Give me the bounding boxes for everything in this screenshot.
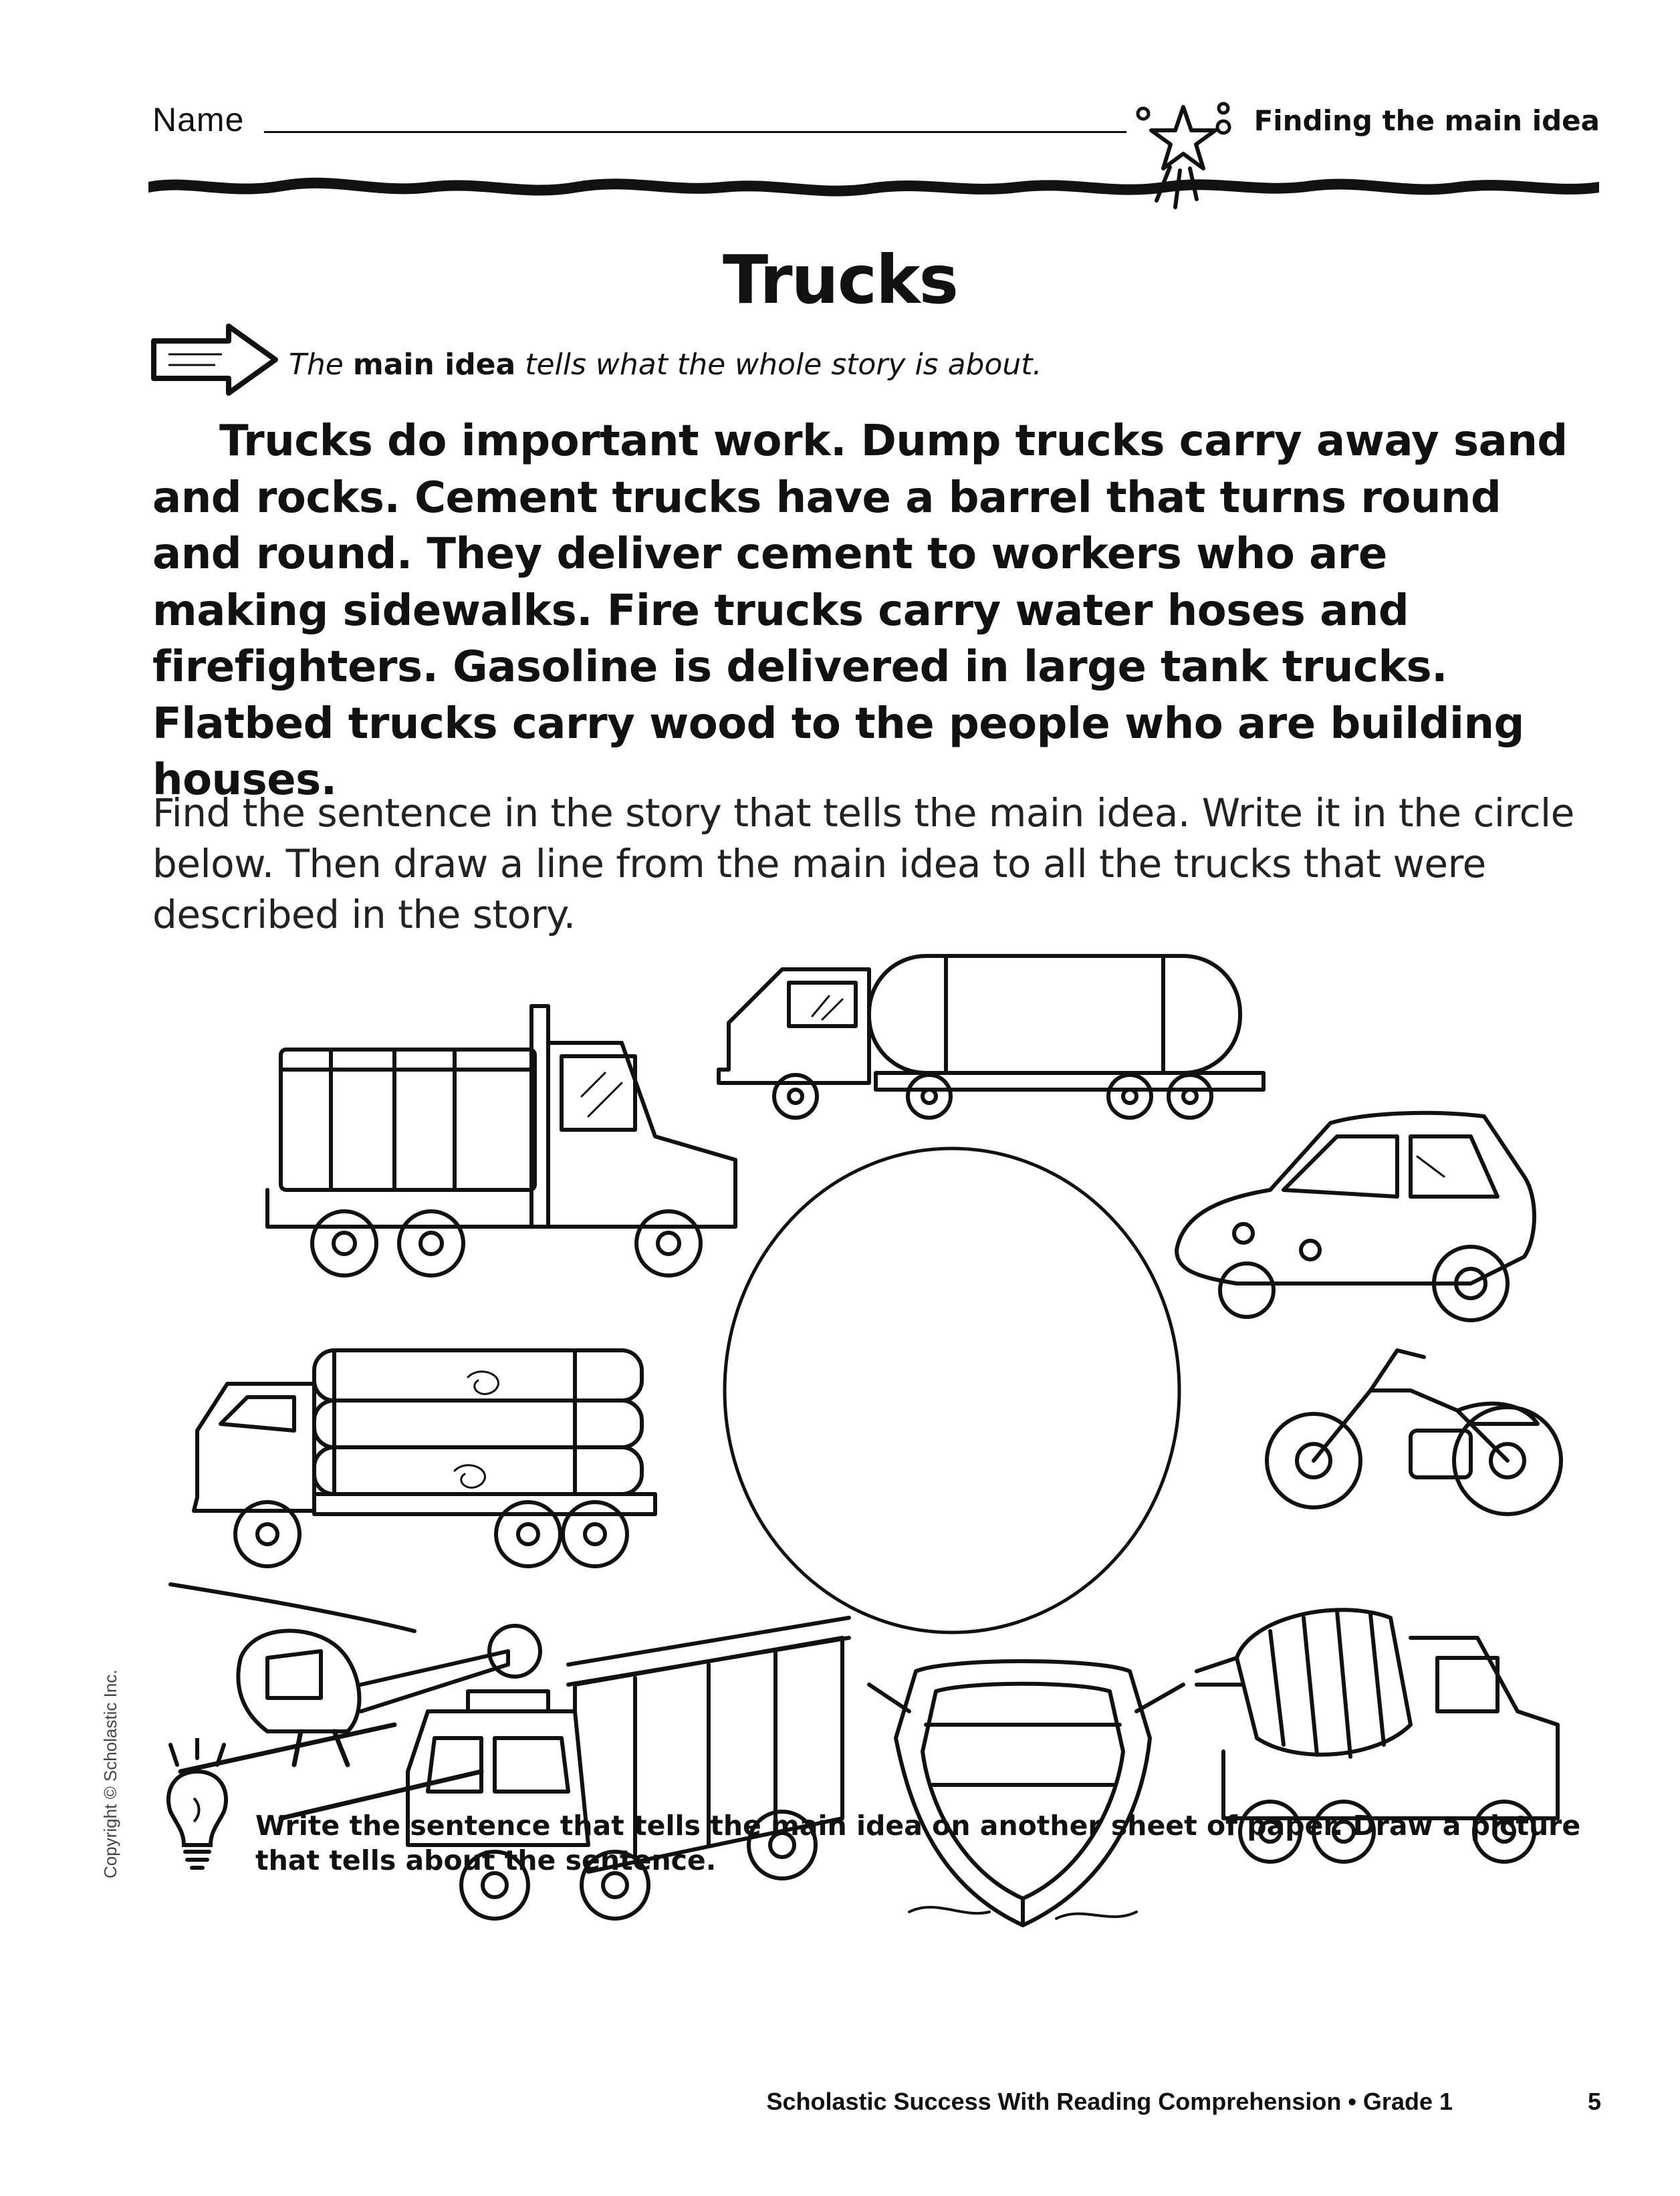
copyright: Copyright © Scholastic Inc. [100,1669,120,1878]
tip-prefix: The [289,348,344,382]
tank-truck-picture[interactable] [719,956,1264,1118]
tip-term: main idea [352,348,516,382]
flatbed-truck-picture[interactable] [194,1350,655,1566]
car-picture[interactable] [1177,1113,1534,1320]
tip-suffix: tells what the whole story is about. [525,348,1042,382]
page-title: Trucks [722,241,958,319]
page-number: 5 [1587,2088,1601,2115]
footer-book-title: Scholastic Success With Reading Comprehension • Grade 1 [766,2088,1453,2115]
instructions: Find the sentence in the story that tells the main idea. Write it in the circle below. Then draw a line from the main idea to all the trucks that were described in the story. [152,790,1574,937]
story-paragraph: Trucks do important work. Dump trucks carry away sand and rocks. Cement trucks have a barrel that turns round and round. They deliver cement to workers who are making sidewalks. Fire trucks carry water hoses and firefighters. Gasoline is delivered in large tank trucks. Flatbed trucks carry wood to the people who are building houses. [152,416,1568,805]
main-idea-circle[interactable] [725,1148,1179,1632]
motorcycle-picture[interactable] [1267,1350,1561,1514]
worksheet-topic: Finding the main idea [1253,104,1600,137]
boat-picture[interactable] [869,1661,1183,1925]
dump-truck-picture[interactable] [267,1006,735,1275]
extension-activity: Write the sentence that tells the main idea on another sheet of paper. Draw a picture that tells about the sentence. [255,1810,1581,1876]
lightbulb-icon [157,1738,237,1872]
name-label: Name [152,101,245,138]
